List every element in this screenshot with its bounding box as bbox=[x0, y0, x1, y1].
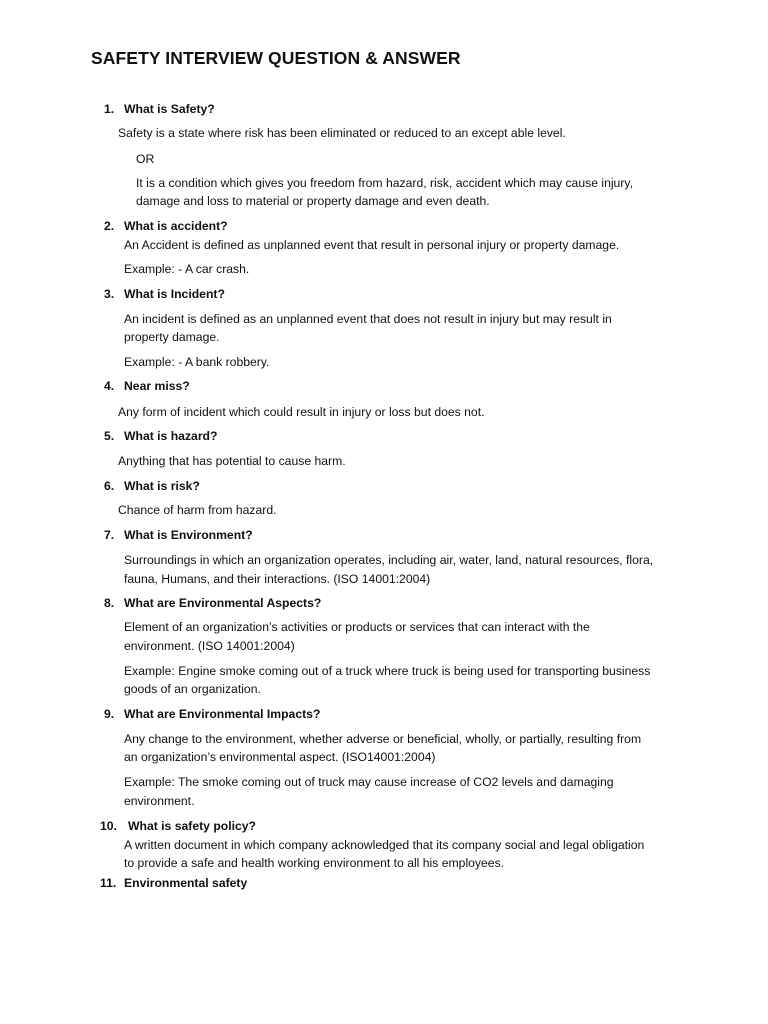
page-title: SAFETY INTERVIEW QUESTION & ANSWER bbox=[91, 48, 461, 68]
question-number: 5. bbox=[104, 429, 115, 443]
answer-line: Any change to the environment, whether adverse or beneficial, wholly, or partially, resulting from bbox=[124, 732, 642, 746]
answer-line: Example: Engine smoke coming out of a truck where truck is being used for transporting business bbox=[124, 664, 651, 678]
answer-line: Example: - A bank robbery. bbox=[124, 355, 270, 369]
question-number: 6. bbox=[104, 479, 115, 493]
question-number: 10. bbox=[100, 819, 117, 833]
question-text: Environmental safety bbox=[124, 876, 248, 890]
answer-line: Safety is a state where risk has been eliminated or reduced to an except able level. bbox=[118, 126, 566, 140]
answer-line: OR bbox=[136, 152, 155, 166]
answer-line: Element of an organization’s activities or products or services that can interact with the bbox=[124, 620, 590, 634]
question-number: 9. bbox=[104, 707, 115, 721]
question-text: Near miss? bbox=[124, 379, 190, 393]
question-number: 7. bbox=[104, 528, 115, 542]
question-number: 2. bbox=[104, 219, 115, 233]
question-text: What is safety policy? bbox=[128, 819, 256, 833]
answer-line: fauna, Humans, and their interactions. (ISO 14001:2004) bbox=[124, 572, 431, 586]
answer-line: Chance of harm from hazard. bbox=[118, 503, 277, 517]
question-text: What is Environment? bbox=[124, 528, 253, 542]
answer-line: damage and loss to material or property damage and even death. bbox=[136, 194, 490, 208]
answer-line: Surroundings in which an organization operates, including air, water, land, natural resources, flora, bbox=[124, 553, 654, 567]
answer-line: property damage. bbox=[124, 330, 220, 344]
question-text: What is Safety? bbox=[124, 102, 215, 116]
question-text: What are Environmental Impacts? bbox=[124, 707, 321, 721]
question-text: What is accident? bbox=[124, 219, 228, 233]
answer-line: An incident is defined as an unplanned event that does not result in injury but may result in bbox=[124, 312, 612, 326]
answer-line: to provide a safe and health working environment to all his employees. bbox=[124, 856, 505, 870]
answer-line: environment. (ISO 14001:2004) bbox=[124, 639, 295, 653]
answer-line: Example: The smoke coming out of truck may cause increase of CO2 levels and damaging bbox=[124, 775, 614, 789]
question-number: 1. bbox=[104, 102, 115, 116]
answer-line: Any form of incident which could result in injury or loss but does not. bbox=[118, 405, 485, 419]
answer-line: It is a condition which gives you freedom from hazard, risk, accident which may cause injury, bbox=[136, 176, 633, 190]
question-text: What is risk? bbox=[124, 479, 200, 493]
question-text: What is hazard? bbox=[124, 429, 218, 443]
answer-line: An Accident is defined as unplanned event that result in personal injury or property damage. bbox=[124, 238, 620, 252]
answer-line: Example: - A car crash. bbox=[124, 262, 250, 276]
answer-line: A written document in which company acknowledged that its company social and legal obligation bbox=[124, 838, 645, 852]
question-number: 8. bbox=[104, 596, 115, 610]
question-number: 11. bbox=[100, 876, 117, 890]
question-number: 4. bbox=[104, 379, 115, 393]
answer-line: an organization’s environmental aspect. (ISO14001:2004) bbox=[124, 750, 436, 764]
question-text: What is Incident? bbox=[124, 287, 225, 301]
question-number: 3. bbox=[104, 287, 115, 301]
answer-line: environment. bbox=[124, 794, 195, 808]
answer-line: goods of an organization. bbox=[124, 682, 261, 696]
question-text: What are Environmental Aspects? bbox=[124, 596, 322, 610]
answer-line: Anything that has potential to cause harm. bbox=[118, 454, 346, 468]
